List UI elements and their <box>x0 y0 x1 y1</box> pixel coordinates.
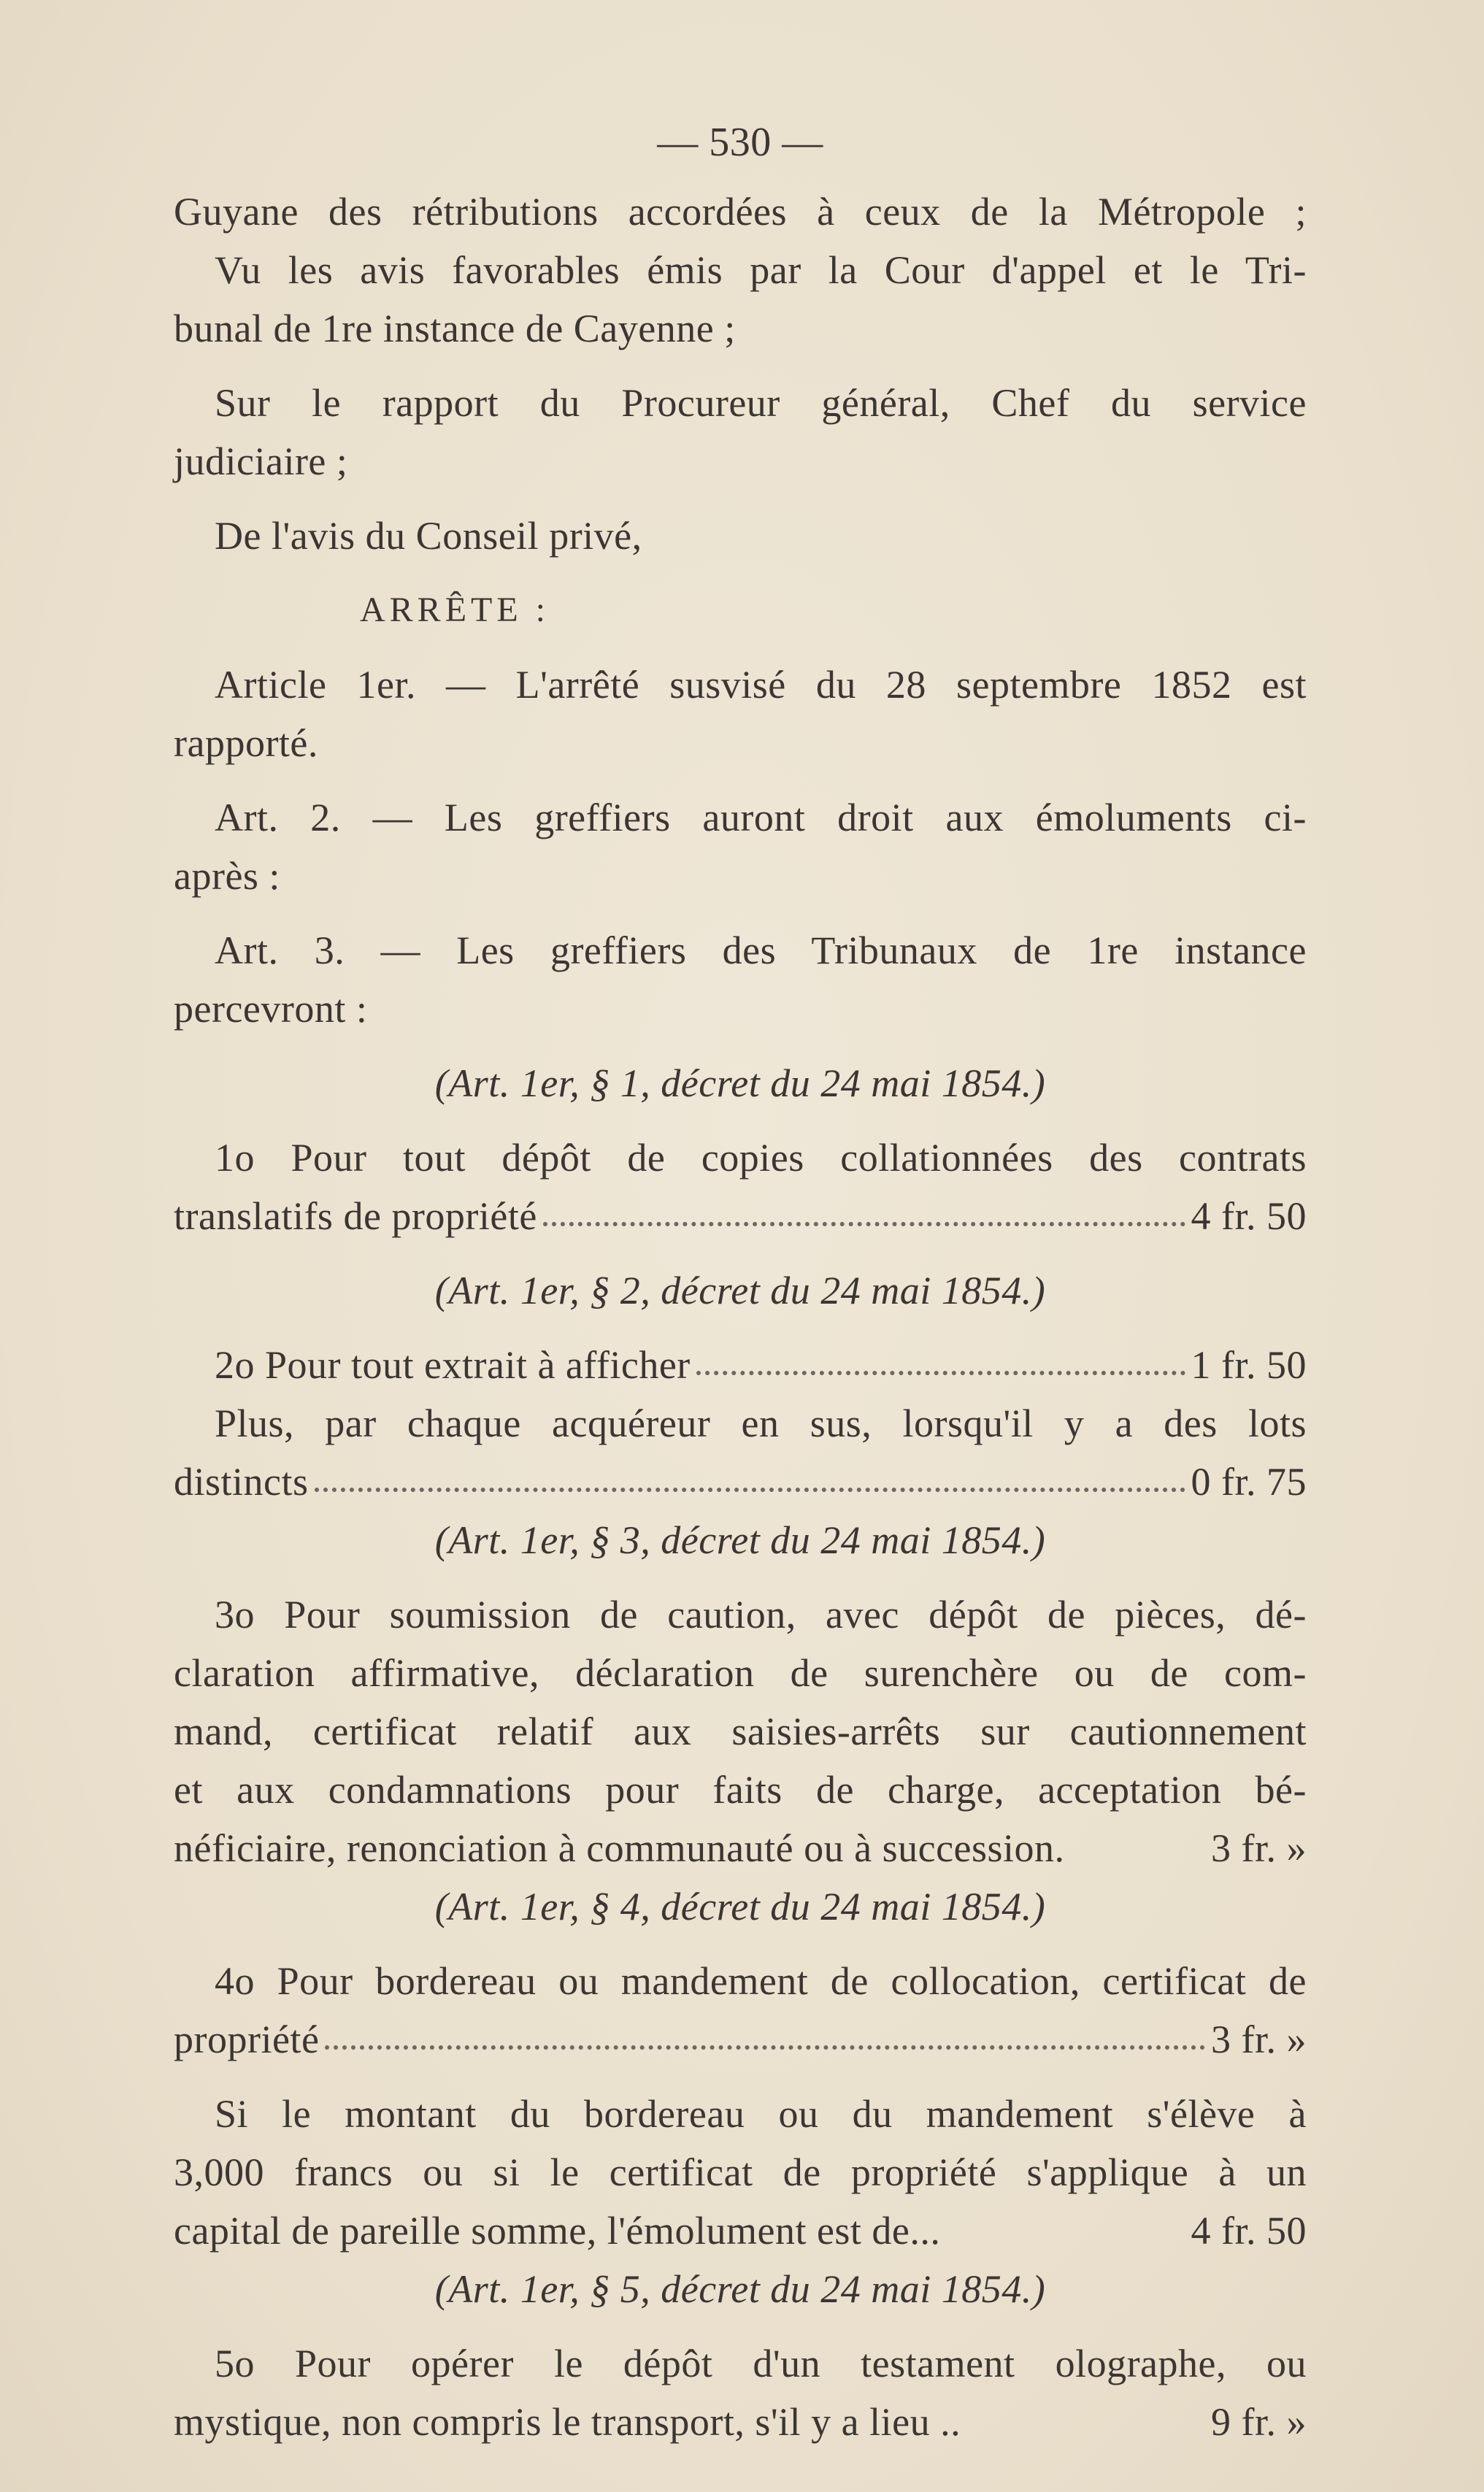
text-line: percevront : <box>174 987 368 1031</box>
arrete-heading: ARRÊTE : <box>360 591 550 629</box>
item-line <box>174 1187 1307 1245</box>
item-amount: 4 fr. 50 <box>1191 1194 1307 1238</box>
text-line: Guyane des rétributions accordées à ceux de la Métropole ; <box>174 190 1307 234</box>
item-line <box>174 1819 1307 1877</box>
dot-leader <box>315 1466 1185 1492</box>
text-line: rapporté. <box>174 721 318 765</box>
item-4: 4o Pour bordereau ou mandement de collocation, certificat de <box>215 1959 1307 2003</box>
item-line <box>174 2010 1307 2069</box>
item-label: distincts <box>174 1460 309 1504</box>
dot-leader <box>696 1349 1185 1375</box>
item-5: 5o Pour opérer le dépôt d'un testament olographe, ou <box>215 2342 1307 2385</box>
text-line: Plus, par chaque acquéreur en sus, lorsqu'il y a des lots <box>215 1401 1307 1445</box>
item-label: 2o Pour tout extrait à afficher <box>215 1343 691 1387</box>
spacer <box>966 2406 1205 2432</box>
text-line: claration affirmative, déclaration de surenchère ou de com- <box>174 1651 1307 1695</box>
text-line: judiciaire ; <box>174 439 348 483</box>
dot-leader <box>325 2023 1205 2050</box>
text-line: Vu les avis favorables émis par la Cour d'appel et le Tri- <box>215 248 1307 292</box>
dot-leader <box>543 1200 1185 1226</box>
article-3: Art. 3. — Les greffiers des Tribunaux de 1re instance <box>215 928 1307 972</box>
text-line: Si le montant du bordereau ou du mandement s'élève à <box>215 2092 1307 2136</box>
decree-reference: (Art. 1er, § 5, décret du 24 mai 1854.) <box>434 2267 1046 2311</box>
decree-reference: (Art. 1er, § 3, décret du 24 mai 1854.) <box>434 1518 1046 1562</box>
item-amount: 9 fr. » <box>1211 2400 1307 2444</box>
item-amount: 3 fr. » <box>1211 2018 1307 2061</box>
item-amount: 1 fr. 50 <box>1191 1343 1307 1387</box>
item-amount: 3 fr. » <box>1211 1826 1307 1870</box>
text-line: 3,000 francs ou si le certificat de propriété s'applique à un <box>174 2150 1307 2194</box>
spacer <box>946 2215 1185 2241</box>
item-line <box>174 2393 1307 2451</box>
item-amount: 4 fr. 50 <box>1191 2209 1307 2253</box>
text-line: Sur le rapport du Procureur général, Chef du service <box>215 381 1307 425</box>
decree-reference: (Art. 1er, § 1, décret du 24 mai 1854.) <box>434 1061 1046 1105</box>
article-2: Art. 2. — Les greffiers auront droit aux émoluments ci- <box>215 796 1307 839</box>
decree-reference: (Art. 1er, § 2, décret du 24 mai 1854.) <box>434 1269 1046 1312</box>
text-line: bunal de 1re instance de Cayenne ; <box>174 307 736 350</box>
item-3: 3o Pour soumission de caution, avec dépôt de pièces, dé- <box>215 1593 1307 1637</box>
decree-reference: (Art. 1er, § 4, décret du 24 mai 1854.) <box>434 1885 1046 1928</box>
spacer <box>1071 1832 1205 1858</box>
item-amount: 0 fr. 75 <box>1191 1460 1307 1504</box>
text-line: après : <box>174 854 280 898</box>
page-number: — 530 — <box>657 120 823 165</box>
item-label: mystique, non compris le transport, s'il y a lieu .. <box>174 2400 961 2444</box>
item-line <box>174 1453 1307 1511</box>
item-1: 1o Pour tout dépôt de copies collationnées des contrats <box>215 1136 1307 1180</box>
item-label: néficiaire, renonciation à communauté ou à succession. <box>174 1826 1065 1870</box>
text-line: mand, certificat relatif aux saisies-arrêts sur cautionnement <box>174 1710 1307 1753</box>
item-label: translatifs de propriété <box>174 1194 537 1238</box>
article-1: Article 1er. — L'arrêté susvisé du 28 septembre 1852 est <box>215 663 1307 707</box>
item-label: capital de pareille somme, l'émolument est de... <box>174 2209 941 2253</box>
item-label: propriété <box>174 2018 320 2061</box>
text-line: et aux condamnations pour faits de charge, acceptation bé- <box>174 1768 1307 1812</box>
item-2 <box>174 1336 1307 1394</box>
text-line: De l'avis du Conseil privé, <box>215 514 642 558</box>
item-line <box>174 2201 1307 2260</box>
page-text <box>174 102 1307 2451</box>
